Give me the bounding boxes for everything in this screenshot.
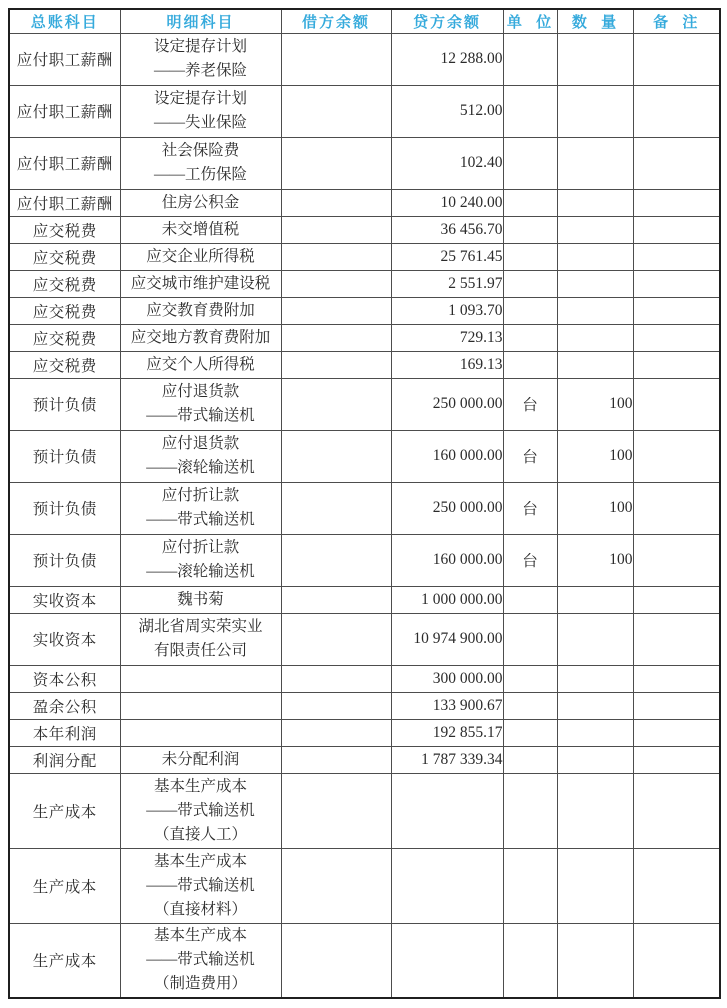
quantity-cell: [557, 719, 633, 746]
credit-balance-cell: 1 000 000.00: [391, 586, 503, 613]
table-row: [9, 85, 720, 137]
detail-line: ——带式输送机: [146, 951, 255, 969]
note-cell: [633, 33, 720, 85]
detail-line: 魏书菊: [177, 590, 224, 608]
credit-balance-cell: 133 900.67: [391, 692, 503, 719]
general-ledger-account-cell: 应交税费: [9, 270, 120, 297]
header-row: [9, 9, 720, 33]
debit-balance-cell: [281, 270, 391, 297]
table-row: [9, 297, 720, 324]
unit-cell: [503, 351, 557, 378]
quantity-cell: 100: [557, 482, 633, 534]
quantity-cell: [557, 692, 633, 719]
unit-cell: [503, 137, 557, 189]
note-cell: [633, 773, 720, 848]
general-ledger-account-cell: 利润分配: [9, 746, 120, 773]
credit-balance-cell: 300 000.00: [391, 665, 503, 692]
debit-balance-cell: [281, 613, 391, 665]
unit-cell: [503, 692, 557, 719]
debit-balance-cell: [281, 665, 391, 692]
debit-balance-cell: [281, 773, 391, 848]
general-ledger-account-cell: 本年利润: [9, 719, 120, 746]
credit-balance-cell: 160 000.00: [391, 534, 503, 586]
table-row: [9, 586, 720, 613]
note-cell: [633, 923, 720, 998]
header-debit-balance: 借方余额: [281, 9, 391, 33]
quantity-cell: [557, 923, 633, 998]
table-row: [9, 378, 720, 430]
detail-account-cell: [120, 430, 281, 482]
quantity-cell: [557, 848, 633, 923]
detail-line: 应交企业所得税: [146, 247, 255, 265]
table-row: [9, 216, 720, 243]
detail-account-cell: [120, 746, 281, 773]
note-cell: [633, 746, 720, 773]
general-ledger-account-cell: 实收资本: [9, 586, 120, 613]
table-row: [9, 773, 720, 848]
note-cell: [633, 482, 720, 534]
header-detail-account: 明细科目: [120, 9, 281, 33]
detail-account-cell: [120, 534, 281, 586]
quantity-cell: [557, 324, 633, 351]
detail-line: 社会保险费: [161, 142, 240, 159]
note-cell: [633, 719, 720, 746]
general-ledger-account-cell: 应付职工薪酬: [9, 33, 120, 85]
debit-balance-cell: [281, 324, 391, 351]
quantity-cell: [557, 216, 633, 243]
detail-account-cell: [120, 378, 281, 430]
debit-balance-cell: [281, 534, 391, 586]
debit-balance-cell: [281, 692, 391, 719]
credit-balance-cell: 36 456.70: [391, 216, 503, 243]
table-row: [9, 351, 720, 378]
detail-account-cell: [120, 586, 281, 613]
detail-line: 应付折让款: [161, 487, 240, 504]
credit-balance-cell: 25 761.45: [391, 243, 503, 270]
header-general-ledger-account: 总账科目: [9, 9, 120, 33]
table-row: [9, 243, 720, 270]
quantity-cell: 100: [557, 378, 633, 430]
unit-cell: [503, 243, 557, 270]
detail-line: 湖北省周实荣实业: [138, 618, 263, 635]
detail-account-cell: [120, 85, 281, 137]
credit-balance-cell: 160 000.00: [391, 430, 503, 482]
quantity-cell: [557, 297, 633, 324]
debit-balance-cell: [281, 297, 391, 324]
note-cell: [633, 216, 720, 243]
detail-line: （直接人工）: [153, 825, 247, 843]
detail-line: （直接材料）: [153, 900, 247, 918]
table-row: [9, 848, 720, 923]
general-ledger-account-cell: 预计负债: [9, 482, 120, 534]
unit-cell: [503, 33, 557, 85]
quantity-cell: [557, 189, 633, 216]
general-ledger-account-cell: 应交税费: [9, 324, 120, 351]
detail-line: 应交教育费附加: [146, 301, 255, 319]
credit-balance-cell: 10 240.00: [391, 189, 503, 216]
unit-cell: 台: [503, 430, 557, 482]
detail-line: 应交个人所得税: [146, 355, 255, 373]
detail-line: ——养老保险: [153, 62, 247, 79]
header-quantity: 数 量: [557, 9, 633, 33]
unit-cell: 台: [503, 378, 557, 430]
detail-line: 基本生产成本: [153, 927, 247, 945]
general-ledger-account-cell: 生产成本: [9, 848, 120, 923]
credit-balance-cell: 729.13: [391, 324, 503, 351]
detail-line: ——带式输送机: [146, 801, 255, 819]
debit-balance-cell: [281, 923, 391, 998]
header-note: 备 注: [633, 9, 720, 33]
table-row: [9, 692, 720, 719]
debit-balance-cell: [281, 33, 391, 85]
note-cell: [633, 243, 720, 270]
credit-balance-cell: 1 093.70: [391, 297, 503, 324]
quantity-cell: [557, 270, 633, 297]
account-balance-table: [8, 8, 721, 999]
detail-account-cell: [120, 33, 281, 85]
debit-balance-cell: [281, 746, 391, 773]
table-row: [9, 189, 720, 216]
detail-account-cell: [120, 189, 281, 216]
detail-account-cell: [120, 243, 281, 270]
detail-account-cell: [120, 923, 281, 998]
detail-line: ——滚轮输送机: [146, 459, 255, 476]
quantity-cell: [557, 137, 633, 189]
quantity-cell: 100: [557, 430, 633, 482]
note-cell: [633, 692, 720, 719]
credit-balance-cell: [391, 773, 503, 848]
table-row: [9, 137, 720, 189]
table-row: [9, 430, 720, 482]
detail-line: ——工伤保险: [153, 166, 247, 183]
credit-balance-cell: 12 288.00: [391, 33, 503, 85]
debit-balance-cell: [281, 430, 391, 482]
note-cell: [633, 85, 720, 137]
debit-balance-cell: [281, 719, 391, 746]
note-cell: [633, 351, 720, 378]
unit-cell: 台: [503, 534, 557, 586]
debit-balance-cell: [281, 85, 391, 137]
note-cell: [633, 270, 720, 297]
note-cell: [633, 378, 720, 430]
detail-line: 未交增值税: [161, 220, 240, 238]
general-ledger-account-cell: 应交税费: [9, 297, 120, 324]
debit-balance-cell: [281, 378, 391, 430]
table-row: [9, 534, 720, 586]
note-cell: [633, 137, 720, 189]
detail-line: 住房公积金: [161, 193, 240, 211]
detail-account-cell: [120, 692, 281, 719]
unit-cell: [503, 773, 557, 848]
debit-balance-cell: [281, 189, 391, 216]
quantity-cell: [557, 33, 633, 85]
table-row: [9, 923, 720, 998]
detail-line: ——带式输送机: [146, 876, 255, 894]
debit-balance-cell: [281, 216, 391, 243]
note-cell: [633, 586, 720, 613]
header-unit: 单 位: [503, 9, 557, 33]
detail-account-cell: [120, 297, 281, 324]
note-cell: [633, 534, 720, 586]
credit-balance-cell: 512.00: [391, 85, 503, 137]
quantity-cell: [557, 746, 633, 773]
general-ledger-account-cell: 实收资本: [9, 613, 120, 665]
table-row: [9, 665, 720, 692]
credit-balance-cell: 1 787 339.34: [391, 746, 503, 773]
table-row: [9, 482, 720, 534]
unit-cell: [503, 586, 557, 613]
detail-line: 应付退货款: [161, 435, 240, 452]
unit-cell: [503, 324, 557, 351]
quantity-cell: 100: [557, 534, 633, 586]
note-cell: [633, 189, 720, 216]
table-row: [9, 746, 720, 773]
unit-cell: [503, 746, 557, 773]
debit-balance-cell: [281, 848, 391, 923]
unit-cell: [503, 923, 557, 998]
note-cell: [633, 665, 720, 692]
credit-balance-cell: 250 000.00: [391, 378, 503, 430]
table-row: [9, 33, 720, 85]
header-credit-balance: 贷方余额: [391, 9, 503, 33]
detail-account-cell: [120, 482, 281, 534]
detail-line: 应交城市维护建设税: [130, 274, 271, 292]
detail-line: 设定提存计划: [153, 90, 247, 107]
general-ledger-account-cell: 资本公积: [9, 665, 120, 692]
general-ledger-account-cell: 应交税费: [9, 216, 120, 243]
detail-line: ——带式输送机: [146, 511, 255, 528]
quantity-cell: [557, 243, 633, 270]
table-row: [9, 613, 720, 665]
unit-cell: [503, 613, 557, 665]
unit-cell: [503, 85, 557, 137]
detail-line: ——滚轮输送机: [146, 563, 255, 580]
table-row: [9, 270, 720, 297]
unit-cell: 台: [503, 482, 557, 534]
detail-account-cell: [120, 665, 281, 692]
detail-account-cell: [120, 137, 281, 189]
detail-line: 有限责任公司: [153, 642, 247, 659]
unit-cell: [503, 665, 557, 692]
unit-cell: [503, 848, 557, 923]
detail-line: 应付退货款: [161, 383, 240, 400]
debit-balance-cell: [281, 137, 391, 189]
unit-cell: [503, 270, 557, 297]
detail-account-cell: [120, 848, 281, 923]
quantity-cell: [557, 613, 633, 665]
general-ledger-account-cell: 生产成本: [9, 773, 120, 848]
note-cell: [633, 848, 720, 923]
credit-balance-cell: 2 551.97: [391, 270, 503, 297]
debit-balance-cell: [281, 586, 391, 613]
general-ledger-account-cell: 预计负债: [9, 378, 120, 430]
note-cell: [633, 430, 720, 482]
detail-account-cell: [120, 351, 281, 378]
general-ledger-account-cell: 盈余公积: [9, 692, 120, 719]
detail-line: 应付折让款: [161, 539, 240, 556]
general-ledger-account-cell: 预计负债: [9, 430, 120, 482]
debit-balance-cell: [281, 351, 391, 378]
unit-cell: [503, 189, 557, 216]
unit-cell: [503, 297, 557, 324]
table-row: [9, 324, 720, 351]
detail-line: 基本生产成本: [153, 852, 247, 870]
credit-balance-cell: 102.40: [391, 137, 503, 189]
detail-account-cell: [120, 324, 281, 351]
credit-balance-cell: 10 974 900.00: [391, 613, 503, 665]
table-body: [9, 33, 720, 998]
debit-balance-cell: [281, 243, 391, 270]
detail-line: 基本生产成本: [153, 777, 247, 795]
credit-balance-cell: [391, 923, 503, 998]
detail-account-cell: [120, 613, 281, 665]
quantity-cell: [557, 773, 633, 848]
credit-balance-cell: 192 855.17: [391, 719, 503, 746]
quantity-cell: [557, 85, 633, 137]
detail-line: ——带式输送机: [146, 407, 255, 424]
general-ledger-account-cell: 应交税费: [9, 351, 120, 378]
detail-line: 设定提存计划: [153, 38, 247, 55]
detail-account-cell: [120, 270, 281, 297]
credit-balance-cell: 250 000.00: [391, 482, 503, 534]
detail-account-cell: [120, 773, 281, 848]
detail-line: （制造费用）: [153, 975, 247, 993]
credit-balance-cell: [391, 848, 503, 923]
table-row: [9, 719, 720, 746]
unit-cell: [503, 719, 557, 746]
general-ledger-account-cell: 应付职工薪酬: [9, 189, 120, 216]
note-cell: [633, 613, 720, 665]
quantity-cell: [557, 351, 633, 378]
general-ledger-account-cell: 应交税费: [9, 243, 120, 270]
general-ledger-account-cell: 生产成本: [9, 923, 120, 998]
credit-balance-cell: 169.13: [391, 351, 503, 378]
general-ledger-account-cell: 应付职工薪酬: [9, 137, 120, 189]
table-header: [9, 9, 720, 33]
detail-line: 未分配利润: [161, 750, 240, 768]
detail-line: 应交地方教育费附加: [130, 328, 271, 346]
note-cell: [633, 324, 720, 351]
debit-balance-cell: [281, 482, 391, 534]
note-cell: [633, 297, 720, 324]
general-ledger-account-cell: 应付职工薪酬: [9, 85, 120, 137]
general-ledger-account-cell: 预计负债: [9, 534, 120, 586]
quantity-cell: [557, 586, 633, 613]
detail-account-cell: [120, 216, 281, 243]
detail-line: ——失业保险: [153, 114, 247, 131]
detail-account-cell: [120, 719, 281, 746]
unit-cell: [503, 216, 557, 243]
quantity-cell: [557, 665, 633, 692]
